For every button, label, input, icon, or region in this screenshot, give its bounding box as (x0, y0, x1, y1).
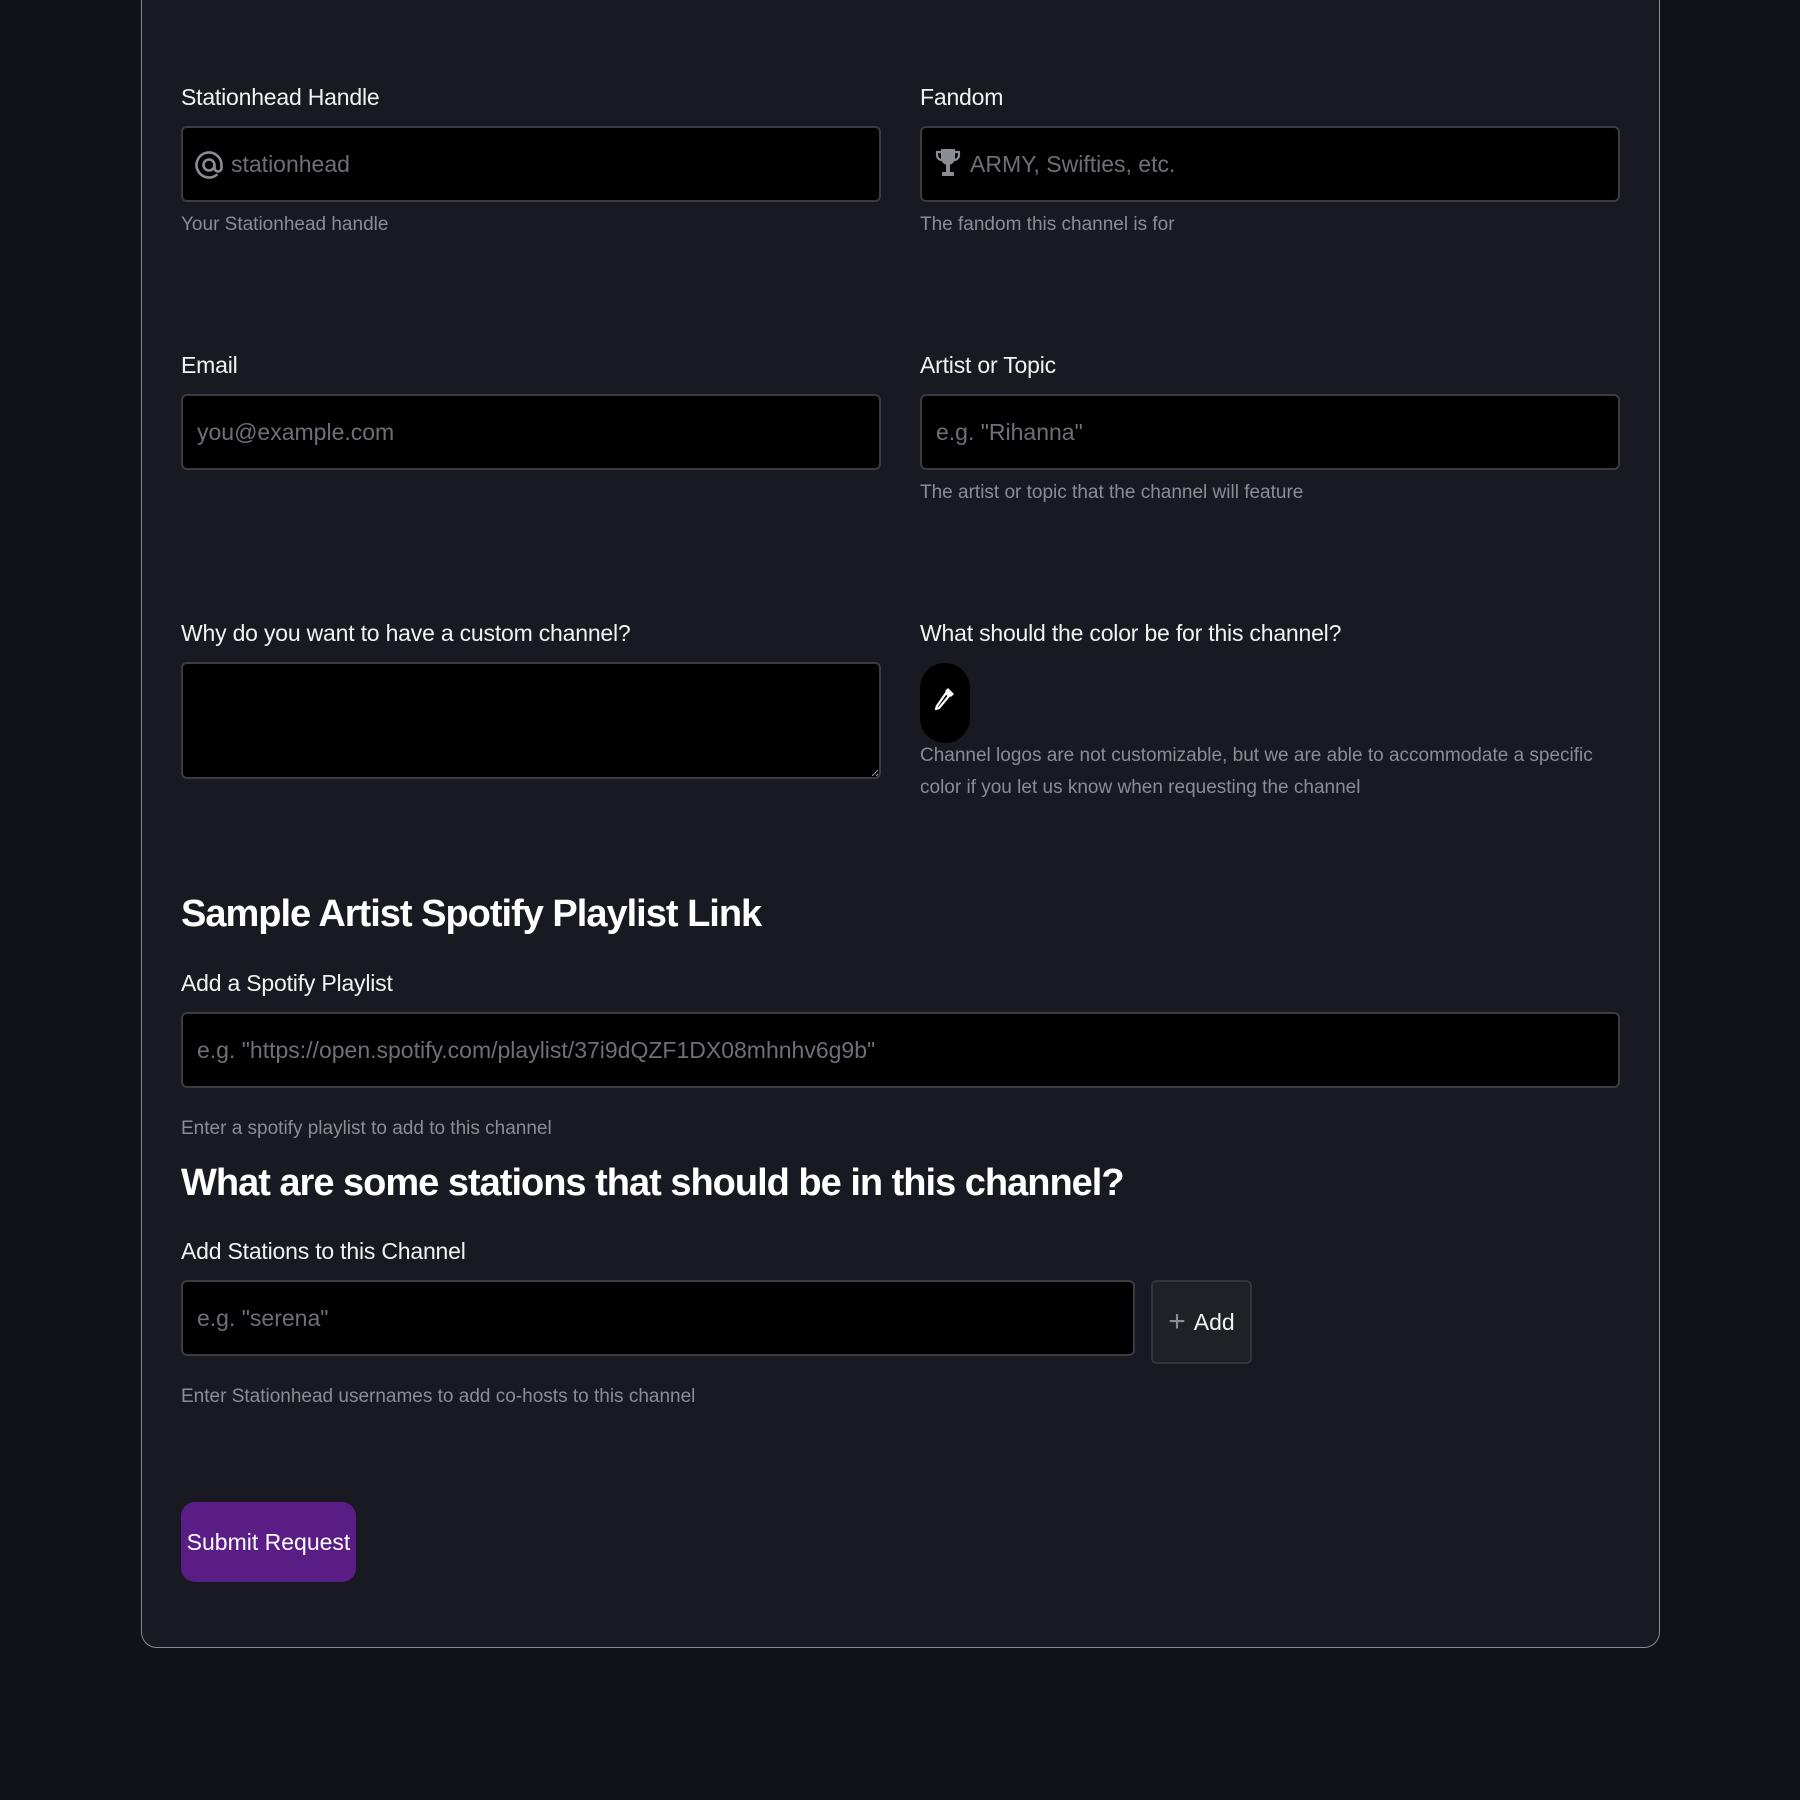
fandom-input[interactable] (922, 128, 1618, 200)
at-icon (195, 144, 223, 184)
eyedropper-icon (932, 684, 958, 723)
reason-field[interactable] (181, 662, 881, 779)
add-station-label: Add (1193, 1308, 1235, 1335)
color-picker-button[interactable] (920, 663, 970, 743)
fandom-help: The fandom this channel is for (920, 214, 1175, 235)
email-label: Email (181, 352, 238, 378)
add-station-button[interactable] (1151, 1280, 1252, 1364)
reason-label: Why do you want to have a custom channel? (181, 620, 631, 646)
handle-input[interactable] (183, 128, 879, 200)
stations-label: Add Stations to this Channel (181, 1238, 466, 1264)
reason-textarea[interactable] (183, 664, 879, 777)
playlist-input[interactable] (183, 1014, 1618, 1086)
playlist-help: Enter a spotify playlist to add to this channel (181, 1118, 552, 1139)
handle-field[interactable] (181, 126, 881, 202)
handle-label: Stationhead Handle (181, 84, 380, 110)
color-label: What should the color be for this channel? (920, 620, 1342, 646)
submit-request-button[interactable]: Submit Request (181, 1502, 356, 1582)
handle-help: Your Stationhead handle (181, 214, 389, 235)
playlist-field[interactable] (181, 1012, 1620, 1088)
email-field[interactable] (181, 394, 881, 470)
artist-input[interactable] (922, 396, 1618, 468)
artist-label: Artist or Topic (920, 352, 1056, 378)
artist-help: The artist or topic that the channel will feature (920, 482, 1304, 503)
stations-heading: What are some stations that should be in this channel? (181, 1162, 1124, 1204)
playlist-label: Add a Spotify Playlist (181, 970, 393, 996)
stations-field[interactable] (181, 1280, 1135, 1356)
fandom-field[interactable] (920, 126, 1620, 202)
fandom-label: Fandom (920, 84, 1004, 110)
email-input[interactable] (183, 396, 879, 468)
trophy-icon (934, 144, 962, 184)
request-form-card (141, 0, 1660, 1648)
color-help: Channel logos are not customizable, but we are able to accommodate a specific color if you let us know when requesting the channel (920, 745, 1593, 798)
playlist-heading: Sample Artist Spotify Playlist Link (181, 893, 762, 935)
stations-input[interactable] (183, 1282, 1133, 1354)
artist-field[interactable] (920, 394, 1620, 470)
stations-help: Enter Stationhead usernames to add co-hosts to this channel (181, 1386, 696, 1407)
plus-icon: + (1168, 1305, 1186, 1338)
